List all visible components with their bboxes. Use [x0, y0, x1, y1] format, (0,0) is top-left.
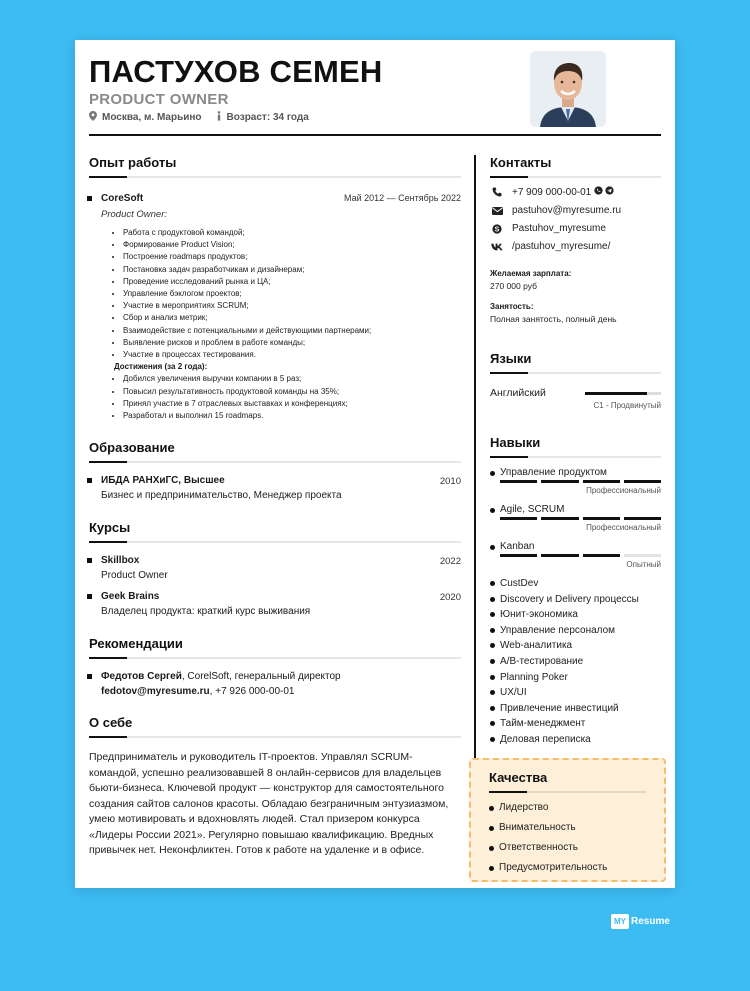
- list-item: Юнит-экономика: [490, 607, 661, 623]
- bullet-dot-icon: [490, 508, 495, 513]
- skill-segment: [541, 480, 578, 483]
- list-item: Внимательность: [489, 822, 646, 833]
- course-year: 2022: [439, 556, 461, 568]
- experience-section: [89, 155, 461, 422]
- list-item: Лидерство: [489, 802, 646, 813]
- whatsapp-icon: [594, 186, 603, 198]
- skill-segment: [583, 517, 620, 520]
- course-desc: Владелец продукта: краткий курс выживания: [101, 606, 311, 618]
- square-bullet-icon: [87, 196, 92, 201]
- job-achievements: [101, 373, 461, 422]
- list-item: A/B-тестирование: [490, 654, 661, 670]
- contact-phone[interactable]: +7 909 000-00-01: [512, 186, 592, 198]
- left-column: [89, 155, 461, 859]
- contact-email[interactable]: pastuhov@myresume.ru: [512, 205, 622, 216]
- rated-skill: [490, 504, 661, 532]
- skill-level-segments: [490, 554, 661, 557]
- bullet-dot-icon: [489, 806, 494, 811]
- language-level: C1 - Продвинутый: [593, 401, 661, 410]
- myresume-logo: [611, 914, 670, 929]
- experience-title: Опыт работы: [89, 155, 177, 170]
- contact-vk-row: [490, 241, 661, 252]
- education-school: ИБДА РАНХиГС, Высшее: [101, 475, 225, 487]
- age-text: Возраст: 34 года: [226, 112, 309, 123]
- list-item: Ответственность: [489, 842, 646, 853]
- section-underline: [490, 456, 661, 458]
- square-bullet-icon: [87, 478, 92, 483]
- section-underline: [89, 541, 461, 543]
- bullet-dot-icon: [489, 846, 494, 851]
- course-year: 2020: [439, 592, 461, 604]
- skill-segment: [500, 554, 537, 557]
- job-entry: [89, 193, 461, 422]
- list-item: • Добился увеличения выручки компании в 5 раз;: [123, 373, 461, 385]
- recommender-name: Федотов Сергей: [101, 671, 182, 683]
- skills-title: Навыки: [490, 435, 541, 450]
- section-underline: [489, 791, 646, 793]
- logo-resume: Resume: [631, 916, 670, 927]
- header-divider: [89, 134, 661, 136]
- course-entry: [89, 591, 461, 617]
- bullet-dot-icon: [490, 471, 495, 476]
- logo-my: MY: [611, 914, 629, 929]
- skill-name: Kanban: [500, 541, 535, 552]
- list-item: • Построение roadmaps продуктов;: [123, 251, 461, 263]
- skill-segment: [624, 480, 661, 483]
- candidate-role: PRODUCT OWNER: [89, 91, 229, 108]
- contact-skype-row: [490, 223, 661, 234]
- course-desc: Product Owner: [101, 570, 168, 582]
- bullet-dot-icon: [490, 643, 495, 648]
- job-position: Product Owner:: [101, 209, 167, 220]
- list-item: Тайм-менеджмент: [490, 716, 661, 732]
- skill-level: Профессиональный: [586, 486, 661, 495]
- contacts-title: Контакты: [490, 155, 552, 170]
- education-year: 2010: [439, 476, 461, 488]
- candidate-meta: [89, 111, 309, 124]
- section-underline: [89, 176, 461, 178]
- skills-section: [490, 435, 661, 748]
- skill-name: Управление продуктом: [500, 467, 607, 478]
- list-item: • Проведение исследований рынка и ЦА;: [123, 276, 461, 288]
- rated-skill: [490, 467, 661, 495]
- bullet-dot-icon: [489, 826, 494, 831]
- bullet-dot-icon: [490, 597, 495, 602]
- square-bullet-icon: [87, 558, 92, 563]
- bullet-dot-icon: [490, 612, 495, 617]
- education-title: Образование: [89, 440, 175, 456]
- bullet-dot-icon: [490, 721, 495, 726]
- education-section: [89, 440, 461, 501]
- list-item: Предусмотрительность: [489, 862, 646, 873]
- qualities-box: [469, 758, 666, 882]
- list-item: • Принял участие в 7 отраслевых выставках и конференциях;: [123, 398, 461, 410]
- skill-segment: [583, 554, 620, 557]
- list-item: Привлечение инвестиций: [490, 701, 661, 717]
- location-text: Москва, м. Марьино: [102, 112, 202, 123]
- list-item: • Управление бэклогом проектов;: [123, 288, 461, 300]
- salary-value: 270 000 руб: [490, 281, 537, 291]
- list-item: Discovery и Delivery процессы: [490, 592, 661, 608]
- list-item: • Формирование Product Vision;: [123, 239, 461, 251]
- phone-icon: [490, 187, 504, 197]
- skill-segment: [541, 554, 578, 557]
- language-entry: [490, 387, 661, 419]
- achievements-title: Достижения (за 2 года):: [114, 362, 208, 372]
- list-item: • Взаимодействие с потенциальными и действующими партнерами;: [123, 325, 461, 337]
- salary-label: Желаемая зарплата:: [490, 269, 572, 278]
- education-entry: [89, 475, 461, 501]
- skype-icon: [490, 224, 504, 234]
- bullet-dot-icon: [490, 737, 495, 742]
- job-company: CoreSoft: [101, 193, 144, 204]
- list-item: Planning Poker: [490, 670, 661, 686]
- language-level-bar: [585, 392, 661, 395]
- bullet-dot-icon: [489, 866, 494, 871]
- section-underline: [89, 461, 461, 463]
- mail-icon: [490, 207, 504, 215]
- contact-vk[interactable]: /pastuhov_myresume/: [512, 241, 611, 252]
- list-item: CustDev: [490, 576, 661, 592]
- contact-phone-row: [490, 186, 661, 198]
- contact-email-row: [490, 205, 661, 216]
- svg-text:S: S: [494, 225, 500, 233]
- course-entry: [89, 555, 461, 581]
- section-underline: [89, 736, 461, 738]
- section-underline: [490, 372, 661, 374]
- bullet-dot-icon: [490, 690, 495, 695]
- course-name: Skillbox: [101, 555, 140, 567]
- courses-section: [89, 520, 461, 617]
- skill-segment: [500, 517, 537, 520]
- skill-level: Опытный: [626, 560, 661, 569]
- about-section: [89, 715, 461, 859]
- rated-skill: [490, 541, 661, 569]
- about-title: О себе: [89, 715, 133, 731]
- bullet-dot-icon: [490, 628, 495, 633]
- job-duties: [101, 227, 461, 361]
- recommendation-entry: [89, 671, 461, 697]
- recommender-role: , CorelSoft, генеральный директор: [181, 671, 341, 683]
- skill-level-segments: [490, 517, 661, 520]
- skill-segment: [624, 517, 661, 520]
- recommender-phone: , +7 926 000-00-01: [209, 686, 295, 698]
- employment-label: Занятость:: [490, 302, 534, 311]
- languages-title: Языки: [490, 351, 532, 366]
- courses-title: Курсы: [89, 520, 131, 536]
- bullet-dot-icon: [490, 706, 495, 711]
- skill-segment: [583, 480, 620, 483]
- job-dates: Май 2012 — Сентябрь 2022: [344, 193, 461, 203]
- list-item: • Работа с продуктовой командой;: [123, 227, 461, 239]
- skill-level-segments: [490, 480, 661, 483]
- candidate-name: ПАСТУХОВ СЕМЕН: [89, 54, 383, 89]
- language-level-fill: [585, 392, 647, 395]
- contacts-section: [490, 155, 661, 324]
- location-pin-icon: [89, 111, 97, 124]
- skill-level: Профессиональный: [586, 523, 661, 532]
- vk-icon: [490, 243, 504, 251]
- about-text: Предприниматель и руководитель IT-проектов. Управлял SCRUM-командой, успешно реализовавшей 8 онлайн-сервисов для владельцев бьюти-бизнеса. Ключевой продукт — конструктор для самостоятельного создания сайтов салонов красоты. Обладаю безграничным энтузиазмом, умею мотивировать и вдохновлять людей. Стал призером конкурса «Лидеры России 2021». Регулярно повышаю квалификацию. Вредных привычек нет. Неконфликтен. Готов к работе на удаленке и в офисе.: [89, 751, 449, 857]
- bullet-dot-icon: [490, 675, 495, 680]
- course-name: Geek Brains: [101, 591, 160, 603]
- profile-photo: [530, 51, 606, 127]
- list-item: • Разработал и выполнил 15 roadmaps.: [123, 410, 461, 422]
- list-item: • Участие в мероприятиях SCRUM;: [123, 300, 461, 312]
- recommendations-title: Рекомендации: [89, 636, 183, 652]
- contact-skype[interactable]: Pastuhov_myresume: [512, 223, 606, 234]
- education-specialty: Бизнес и предпринимательство, Менеджер проекта: [101, 490, 342, 502]
- list-item: • Сбор и анализ метрик;: [123, 312, 461, 324]
- list-item: Web-аналитика: [490, 638, 661, 654]
- list-item: • Постановка задач разработчикам и дизайнерам;: [123, 264, 461, 276]
- skill-name: Agile, SCRUM: [500, 504, 565, 515]
- square-bullet-icon: [87, 674, 92, 679]
- recommendations-section: [89, 636, 461, 697]
- skill-segment: [624, 554, 661, 557]
- list-item: Управление персоналом: [490, 623, 661, 639]
- list-item: • Повысил результативность продуктовой команды на 35%;: [123, 386, 461, 398]
- qualities-title: Качества: [489, 770, 548, 785]
- skills-list: [490, 576, 661, 748]
- language-name: Английский: [490, 387, 546, 399]
- square-bullet-icon: [87, 594, 92, 599]
- list-item: • Выявление рисков и проблем в работе команды;: [123, 337, 461, 349]
- recommender-email[interactable]: fedotov@myresume.ru: [101, 686, 210, 698]
- skill-segment: [500, 480, 537, 483]
- languages-section: [490, 351, 661, 419]
- section-underline: [490, 176, 661, 178]
- bullet-dot-icon: [490, 581, 495, 586]
- telegram-icon: [605, 186, 614, 198]
- skill-segment: [541, 517, 578, 520]
- info-icon: [216, 111, 222, 124]
- list-item: • Участие в процессах тестирования.: [123, 349, 461, 361]
- bullet-dot-icon: [490, 545, 495, 550]
- bullet-dot-icon: [490, 659, 495, 664]
- employment-value: Полная занятость, полный день: [490, 314, 617, 324]
- section-underline: [89, 657, 461, 659]
- list-item: Деловая переписка: [490, 732, 661, 748]
- list-item: UX/UI: [490, 685, 661, 701]
- right-column: [490, 155, 661, 748]
